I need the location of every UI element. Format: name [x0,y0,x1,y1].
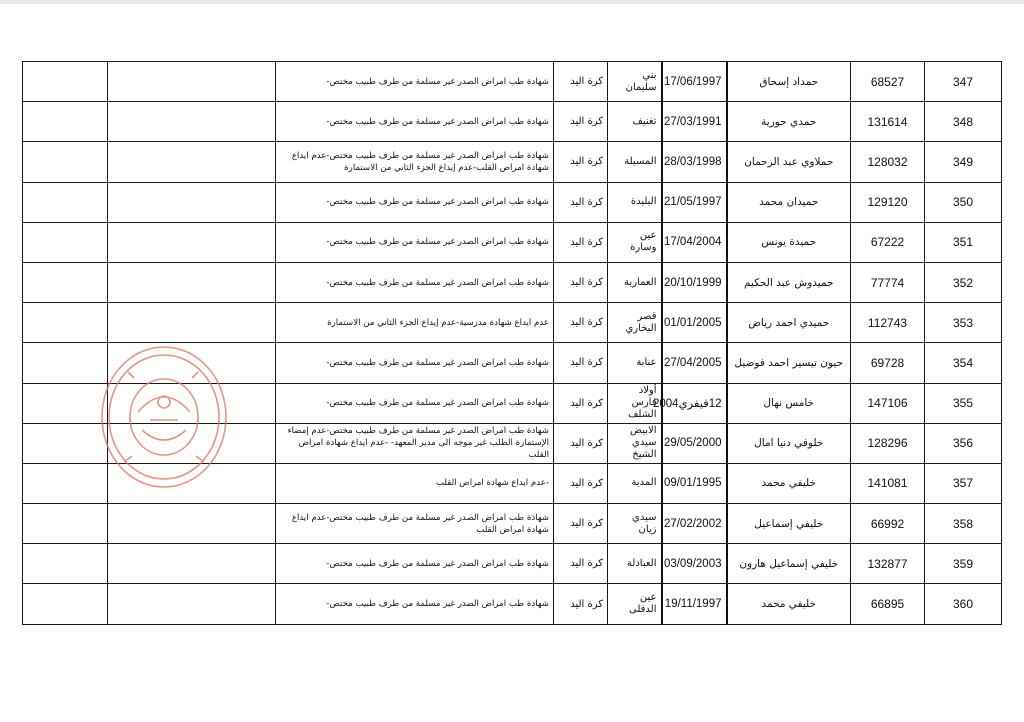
page-top-edge [0,0,1024,4]
table-row [23,102,1002,142]
birth-date: 01/01/2005 [662,303,727,343]
birth-date: 12فيفري2004 [662,383,727,423]
empty-cell [108,262,276,302]
empty-cell [23,383,108,423]
row-number: 360 [925,584,1002,624]
row-number: 359 [925,544,1002,584]
rejection-reason: شهادة طب امراض الصدر غير مسلمة من طرف طبيب مختص-عدم ايداع شهادة امراض القلب [276,504,554,544]
sport-discipline: كرة اليد [554,303,608,343]
registration-id: 132877 [851,544,925,584]
empty-cell [23,182,108,222]
row-number: 350 [925,182,1002,222]
sport-discipline: كرة اليد [554,102,608,142]
rejection-reason: عدم ايداع شهادة مدرسية-عدم إيداع الجزء الثاني من الاستمارة [276,303,554,343]
table-row [23,584,1002,624]
sport-discipline: كرة اليد [554,182,608,222]
empty-cell [108,504,276,544]
registration-id: 66895 [851,584,925,624]
rejection-reason: -عدم ايداع شهادة امراض القلب [276,463,554,503]
birth-date: 29/05/2000 [662,423,727,463]
row-number: 352 [925,262,1002,302]
sport-discipline: كرة اليد [554,343,608,383]
empty-cell [108,544,276,584]
birth-date: 27/04/2005 [662,343,727,383]
table-row [23,262,1002,302]
rejection-reason: شهادة طب امراض الصدر غير مسلمة من طرف طبيب مختص- [276,262,554,302]
row-number: 358 [925,504,1002,544]
empty-cell [23,262,108,302]
registration-id: 68527 [851,62,925,102]
candidate-name: حمدي حورية [727,102,851,142]
birth-place: عين الدفلى [608,584,662,624]
registration-id: 67222 [851,222,925,262]
table-row [23,142,1002,182]
candidate-name: خلوفي دنيا امال [727,423,851,463]
candidate-name: حملاوي عبد الرحمان [727,142,851,182]
empty-cell [108,222,276,262]
candidate-name: خليفي إسماعيل هارون [727,544,851,584]
sport-discipline: كرة اليد [554,423,608,463]
empty-cell [108,182,276,222]
candidate-name: حميدوش عبد الحكيم [727,262,851,302]
rejection-reason: شهادة طب امراض الصدر غير مسلمة من طرف طبيب مختص- [276,222,554,262]
birth-place: قصر البخاري [608,303,662,343]
sport-discipline: كرة اليد [554,504,608,544]
sport-discipline: كرة اليد [554,383,608,423]
rejection-reason: شهادة طب امراض الصدر غير مسلمة من طرف طبيب مختص- [276,102,554,142]
rejection-reason: شهادة طب امراض الصدر غير مسلمة من طرف طبيب مختص-عدم ايداع شهادة امراض القلب-عدم إيداع الجزء الثاني من الاستمارة [276,142,554,182]
candidate-name: حمداد إسحاق [727,62,851,102]
table-row [23,303,1002,343]
rejection-reason: شهادة طب امراض الصدر غير مسلمة من طرف طبيب مختص- [276,383,554,423]
registration-id: 112743 [851,303,925,343]
candidate-name: حيون تيسير احمد فوضيل [727,343,851,383]
empty-cell [23,544,108,584]
rejection-reason: شهادة طب امراض الصدر غير مسلمة من طرف طبيب مختص- [276,544,554,584]
table-row [23,544,1002,584]
birth-date: 19/11/1997 [662,584,727,624]
row-number: 348 [925,102,1002,142]
birth-place: سيدي زيان [608,504,662,544]
sport-discipline: كرة اليد [554,463,608,503]
empty-cell [23,343,108,383]
registration-id: 141081 [851,463,925,503]
birth-date: 17/04/2004 [662,222,727,262]
birth-date: 21/05/1997 [662,182,727,222]
table-row [23,222,1002,262]
row-number: 355 [925,383,1002,423]
row-number: 357 [925,463,1002,503]
empty-cell [23,303,108,343]
empty-cell [23,102,108,142]
registration-id: 66992 [851,504,925,544]
sport-discipline: كرة اليد [554,62,608,102]
row-number: 353 [925,303,1002,343]
birth-place: البليدة [608,182,662,222]
birth-place: تغنيف [608,102,662,142]
table-row [23,62,1002,102]
empty-cell [23,423,108,463]
birth-place: العبادلة [608,544,662,584]
row-number: 356 [925,423,1002,463]
candidate-name: خامس نهال [727,383,851,423]
empty-cell [23,222,108,262]
birth-place: العمارية [608,262,662,302]
official-seal-stamp [98,342,230,492]
birth-date: 28/03/1998 [662,142,727,182]
registration-id: 69728 [851,343,925,383]
registration-id: 128296 [851,423,925,463]
empty-cell [23,584,108,624]
birth-place: الابيض سيدي الشيخ [608,423,662,463]
rejection-reason: شهادة طب امراض الصدر غير مسلمة من طرف طبيب مختص-عدم إمضاء الإستمارة الطلب غير موجه الى مدير المعهد- -عدم ايداع شهادة امراض القلب [276,423,554,463]
empty-cell [108,62,276,102]
empty-cell [108,584,276,624]
birth-place: عنابة [608,343,662,383]
sport-discipline: كرة اليد [554,142,608,182]
empty-cell [108,142,276,182]
birth-date: 27/02/2002 [662,504,727,544]
candidate-name: حميدة يونس [727,222,851,262]
row-number: 351 [925,222,1002,262]
rejection-reason: شهادة طب امراض الصدر غير مسلمة من طرف طبيب مختص- [276,343,554,383]
registration-id: 128032 [851,142,925,182]
sport-discipline: كرة اليد [554,262,608,302]
birth-place: المسيلة [608,142,662,182]
candidate-name: حميدان محمد [727,182,851,222]
sport-discipline: كرة اليد [554,544,608,584]
sport-discipline: كرة اليد [554,584,608,624]
candidate-name: خليفي إسماعيل [727,504,851,544]
birth-date: 09/01/1995 [662,463,727,503]
empty-cell [23,142,108,182]
rejection-reason: شهادة طب امراض الصدر غير مسلمة من طرف طبيب مختص- [276,62,554,102]
table-row [23,504,1002,544]
birth-place: عين وسارة [608,222,662,262]
empty-cell [23,504,108,544]
empty-cell [108,102,276,142]
row-number: 354 [925,343,1002,383]
candidate-name: خليفي محمد [727,584,851,624]
birth-place: أولاد فارس الشلف [608,383,662,423]
row-number: 349 [925,142,1002,182]
empty-cell [23,463,108,503]
candidate-name: خليفي محمد [727,463,851,503]
sport-discipline: كرة اليد [554,222,608,262]
registration-id: 129120 [851,182,925,222]
row-number: 347 [925,62,1002,102]
birth-place: بني سليمان [608,62,662,102]
rejection-reason: شهادة طب امراض الصدر غير مسلمة من طرف طبيب مختص- [276,584,554,624]
birth-date: 20/10/1999 [662,262,727,302]
birth-date: 17/06/1997 [662,62,727,102]
birth-date: 03/09/2003 [662,544,727,584]
rejection-reason: شهادة طب امراض الصدر غير مسلمة من طرف طبيب مختص- [276,182,554,222]
birth-date: 27/03/1991 [662,102,727,142]
empty-cell [23,62,108,102]
candidate-name: حميدي احمد رياض [727,303,851,343]
registration-id: 131614 [851,102,925,142]
birth-place: المدية [608,463,662,503]
table-row [23,182,1002,222]
registration-id: 77774 [851,262,925,302]
empty-cell [108,303,276,343]
registration-id: 147106 [851,383,925,423]
